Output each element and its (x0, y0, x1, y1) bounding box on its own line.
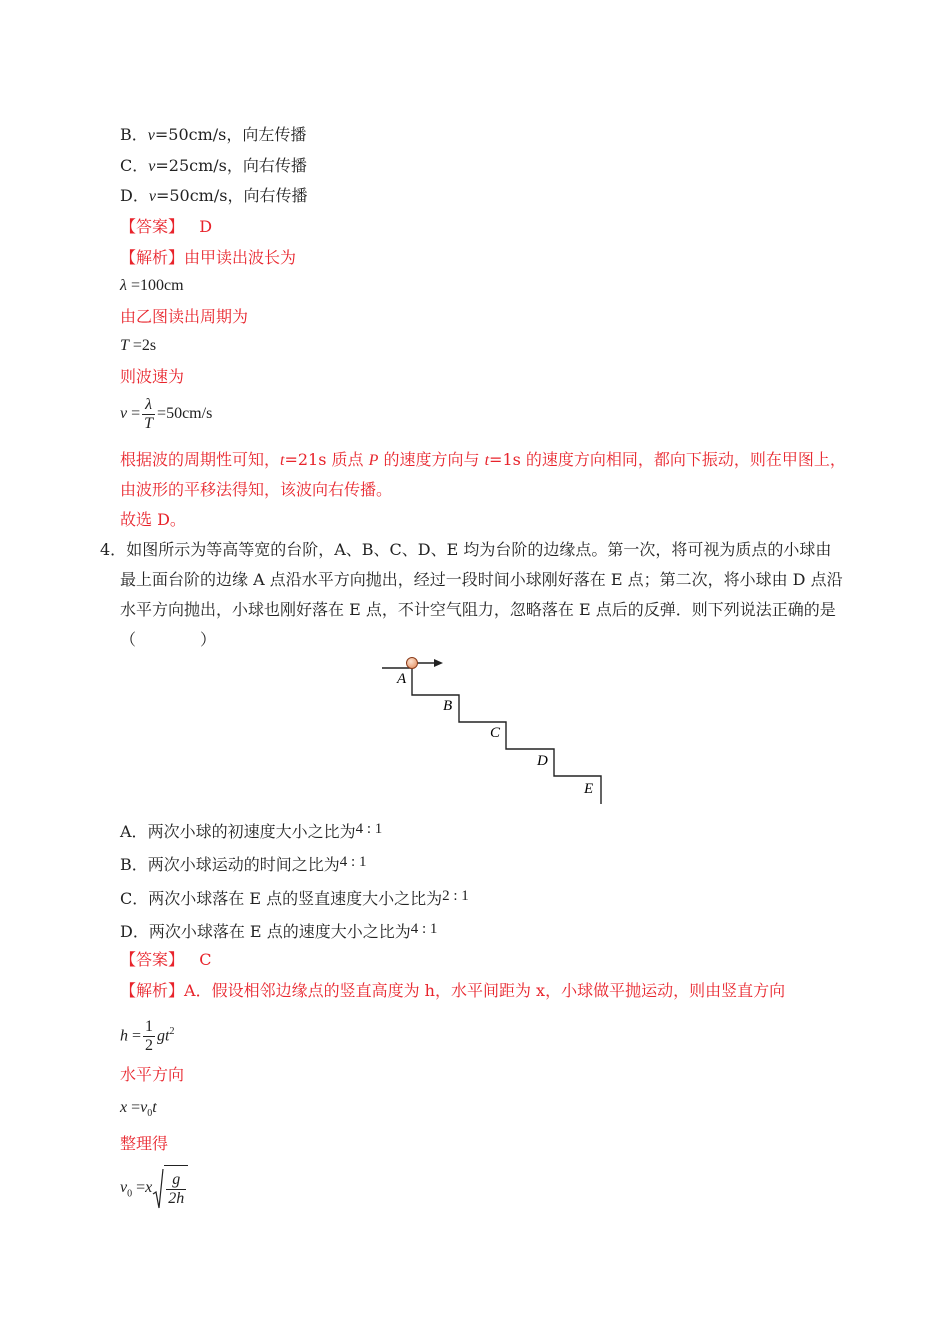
option-label: B． (120, 125, 148, 144)
q3-eq-period (120, 334, 156, 358)
analysis-text: 由乙图读出周期为 (120, 307, 249, 326)
q4-answer (120, 948, 212, 972)
q4-analysis-1 (120, 979, 785, 1003)
var-t: t (280, 452, 285, 469)
q4-analysis-2 (120, 1063, 184, 1087)
analysis-text: 则波速为 (120, 367, 185, 386)
answer-tag: 【答案】 (120, 217, 185, 236)
fraction (143, 1018, 155, 1055)
symbol-t: T (120, 337, 129, 354)
option-text: 两次小球运动的时间之比为 (147, 855, 340, 874)
option-label: A． (120, 822, 148, 841)
symbol-x: x (145, 1179, 153, 1197)
equals: = (136, 1179, 146, 1197)
q3-analysis-3 (120, 365, 184, 389)
label-b: B (443, 698, 453, 714)
answer-tag: 【答案】 (120, 950, 185, 969)
option-label: C． (120, 156, 149, 175)
option-label: B． (120, 855, 148, 874)
var-v: v (148, 188, 156, 205)
q3-analysis-1 (120, 246, 296, 270)
q4-analysis-3 (120, 1132, 168, 1156)
denominator: 2h (168, 1189, 185, 1207)
option-text: =50cm/s，向左传播 (154, 125, 307, 144)
symbol-v: v (120, 1179, 128, 1197)
q4-option-d (120, 917, 437, 944)
fraction (142, 396, 155, 433)
analysis-text: A．假设相邻边缘点的竖直高度为 h，水平间距为 x，小球做平抛运动，则由竖直方向 (184, 981, 786, 1000)
q4-stem-3 (120, 598, 836, 622)
symbol-x: x (120, 1099, 128, 1116)
q4-stem-2 (120, 568, 843, 592)
q4-eq-initial-speed (120, 1165, 188, 1217)
q4-option-c (120, 884, 469, 911)
symbol-t: t (152, 1099, 157, 1116)
analysis-text: 由甲读出波长为 (184, 248, 297, 267)
lambda-value: =100cm (130, 277, 184, 294)
question-stem: 最上面台阶的边缘 A 点沿水平方向抛出，经过一段时间小球刚好落在 E 点；第二次，将小球由 D 点沿 (120, 570, 843, 589)
symbol-h: h (120, 1027, 128, 1045)
label-a: A (397, 671, 407, 687)
analysis-text: =1s 的速度方向相同，都向下振动，则在甲图上， (489, 450, 846, 469)
equals: = (131, 405, 141, 422)
answer-value: D (199, 217, 213, 236)
sqrt-sign-icon (152, 1168, 164, 1210)
option-label: D． (120, 922, 149, 941)
q3-answer (120, 215, 212, 239)
answer-blank: （ ） (120, 630, 217, 649)
option-ratio: 4 : 1 (339, 854, 367, 870)
option-c (120, 154, 307, 179)
equals: = (131, 1099, 141, 1116)
staircase-figure (370, 652, 620, 810)
question-stem: 如图所示为等高等宽的台阶，A、B、C、D、E 均为台阶的边缘点。第一次，将可视为质点的小球由 (126, 540, 832, 559)
q3-eq-lambda (120, 274, 184, 298)
option-ratio: 4 : 1 (410, 921, 438, 937)
symbol-v: v (120, 405, 128, 422)
label-d: D (537, 753, 548, 769)
q4-blank (120, 628, 216, 652)
q3-analysis-4 (120, 448, 846, 473)
equals: = (132, 1027, 142, 1045)
term-gt: gt (157, 1027, 170, 1045)
conclusion-text: 故选 D。 (120, 510, 186, 529)
option-text: 两次小球落在 E 点的速度大小之比为 (148, 922, 411, 941)
numerator: g (166, 1171, 186, 1190)
q3-analysis-5 (120, 478, 392, 502)
symbol-lambda: λ (120, 277, 127, 294)
fraction (166, 1171, 186, 1208)
q4-option-b (120, 850, 366, 877)
q4-option-a (120, 817, 382, 844)
period-value: =2s (132, 337, 157, 354)
arrowhead-icon (434, 659, 443, 667)
q3-eq-speed (120, 392, 212, 436)
question-number: 4． (100, 540, 127, 559)
analysis-tag: 【解析】 (120, 981, 185, 1000)
numerator: 1 (145, 1018, 154, 1036)
answer-value: C (199, 950, 212, 969)
denominator: 2 (145, 1037, 154, 1055)
option-d (120, 184, 307, 209)
label-c: C (490, 725, 501, 741)
option-text: 两次小球落在 E 点的竖直速度大小之比为 (148, 889, 443, 908)
subscript: 0 (127, 1188, 133, 1200)
ball-icon (407, 658, 418, 669)
sqrt (152, 1165, 188, 1212)
var-p: P (368, 452, 379, 469)
q3-conclusion (120, 508, 186, 532)
q4-eq-vertical (120, 1010, 174, 1058)
subscript: 0 (147, 1108, 153, 1120)
analysis-text: 整理得 (120, 1134, 169, 1153)
analysis-text: 的速度方向与 (378, 450, 485, 469)
analysis-tag: 【解析】 (120, 248, 185, 267)
analysis-text: 水平方向 (120, 1065, 185, 1084)
q3-analysis-2 (120, 305, 248, 329)
analysis-text: 由波形的平移法得知，该波向右传播。 (120, 480, 393, 499)
question-stem: 水平方向抛出，小球也刚好落在 E 点，不计空气阻力，忽略落在 E 点后的反弹．则下列说法正确的是 (120, 600, 836, 619)
analysis-text: =21s 质点 (284, 450, 369, 469)
option-ratio: 2 : 1 (442, 888, 469, 904)
option-text: =50cm/s，向右传播 (155, 186, 308, 205)
option-text: 两次小球的初速度大小之比为 (147, 822, 356, 841)
numerator: λ (142, 396, 155, 415)
speed-value: =50cm/s (157, 405, 213, 422)
symbol-v: v (140, 1099, 148, 1116)
exponent: 2 (169, 1026, 175, 1037)
var-v: v (147, 127, 155, 144)
option-label: D． (120, 186, 149, 205)
option-label: C． (120, 889, 149, 908)
var-t: t (484, 452, 490, 469)
analysis-text: 根据波的周期性可知， (120, 450, 281, 469)
var-v: v (148, 158, 156, 175)
q4-stem-1 (100, 538, 831, 562)
option-b (120, 123, 306, 148)
label-e: E (584, 781, 594, 797)
q4-eq-horizontal (120, 1096, 157, 1126)
denominator: T (144, 414, 154, 432)
option-text: =25cm/s，向右传播 (155, 156, 307, 175)
option-ratio: 4 : 1 (355, 821, 383, 837)
